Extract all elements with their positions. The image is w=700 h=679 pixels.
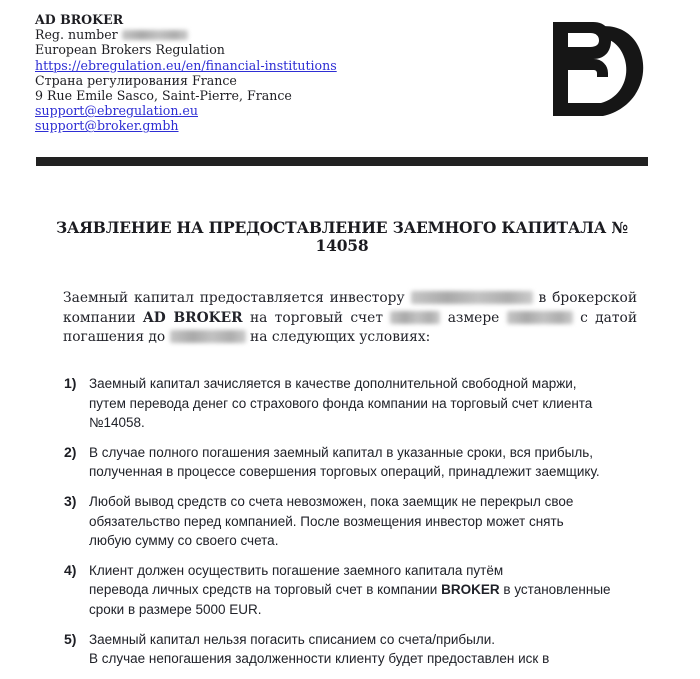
term-line <box>89 462 637 482</box>
term-text <box>89 561 637 620</box>
term-line <box>89 394 637 414</box>
text-run: 9 Rue Emile Sasco, Saint-Pierre, France <box>35 88 292 104</box>
text-run: на следующих условиях: <box>250 329 431 345</box>
hyperlink[interactable]: https://ebregulation.eu/en/financial-institutions <box>35 57 337 73</box>
header-line <box>35 118 337 133</box>
intro-line <box>63 309 637 329</box>
term-line <box>89 630 637 650</box>
header-line <box>35 73 337 88</box>
text-run: AD BROKER <box>35 12 124 27</box>
text-run: любую сумму со своего счета. <box>89 533 279 549</box>
term-number: 4) <box>64 561 77 578</box>
intro-line <box>63 328 637 348</box>
term-line <box>89 561 637 581</box>
redacted-text <box>122 30 188 40</box>
term-text <box>89 374 637 433</box>
text-run: в установленные <box>503 582 611 598</box>
text-run: перевода личных средств на торговый счет в компании <box>89 582 438 598</box>
text-run: Страна регулирования France <box>35 72 237 88</box>
header-line <box>35 103 337 118</box>
terms-list <box>64 374 637 679</box>
text-run: В случае полного погашения заемный капитал в указанные сроки, вся прибыль, <box>89 444 594 460</box>
text-run: В случае непогашения задолженности клиенту будет предоставлен иск в <box>89 651 550 667</box>
hyperlink[interactable]: support@ebregulation.eu <box>35 103 198 119</box>
term-number: 1) <box>64 375 77 391</box>
term-item <box>64 492 637 551</box>
term-line <box>89 531 637 551</box>
term-line <box>89 580 637 600</box>
term-number: 5) <box>64 630 77 647</box>
text-run: Заемный капитал зачисляется в качестве дополнительной свободной маржи, <box>89 376 577 391</box>
brand-logo-bd-icon <box>553 19 649 123</box>
header-line <box>35 88 337 103</box>
header-line <box>35 58 337 73</box>
term-item <box>64 561 637 620</box>
text-run: European Brokers Regulation <box>35 42 225 58</box>
text-run: Reg. number <box>35 27 118 43</box>
term-text <box>89 630 637 669</box>
text-run: Заемный капитал предоставляется инвестору <box>63 290 405 306</box>
term-number: 3) <box>64 492 77 509</box>
term-line <box>89 374 637 394</box>
text-run: компании <box>63 309 136 326</box>
term-number: 2) <box>64 443 77 460</box>
redacted-text <box>507 311 573 324</box>
text-run: AD BROKER <box>143 309 243 326</box>
header-line <box>35 12 337 27</box>
term-text <box>89 443 637 482</box>
header-line <box>35 42 337 57</box>
intro-paragraph <box>63 289 637 348</box>
hyperlink[interactable]: support@broker.gmbh <box>35 118 179 134</box>
term-item <box>64 630 637 669</box>
term-item <box>64 374 637 433</box>
text-run: с датой <box>580 309 638 326</box>
company-header <box>35 12 337 134</box>
text-run: сроки в размере 5000 EUR. <box>89 601 262 617</box>
text-run: обязательство перед компанией. После возмещения инвестор может снять <box>89 513 564 529</box>
text-run: Заемный капитал нельзя погасить списанием со счета/прибыли. <box>89 631 496 647</box>
redacted-text <box>390 311 440 324</box>
term-line <box>89 649 637 669</box>
text-run: Клиент должен осуществить погашение заемного капитала путём <box>89 562 504 578</box>
term-line <box>89 512 637 532</box>
text-run: погашения до <box>63 329 166 345</box>
text-run: полученная в процессе совершения торговых операций, принадлежит заемщику. <box>89 464 600 480</box>
text-run: путем перевода денег со страхового фонда компании на торговый счет клиента <box>89 395 593 411</box>
term-line <box>89 413 637 433</box>
text-run: в брокерской <box>538 290 638 306</box>
redacted-text <box>170 330 246 343</box>
text-run: на торговый счет <box>249 309 383 326</box>
document-title: ЗАЯВЛЕНИЕ НА ПРЕДОСТАВЛЕНИЕ ЗАЕМНОГО КАПИТАЛА № 14058 <box>55 218 629 255</box>
term-line <box>89 600 637 620</box>
intro-line <box>63 289 637 309</box>
header-divider-bar <box>36 157 648 166</box>
term-item <box>64 443 637 482</box>
header-line <box>35 27 337 42</box>
text-run: BROKER <box>441 582 500 598</box>
term-text <box>89 492 637 551</box>
text-run: Любой вывод средств со счета невозможен, пока заемщик не перекрыл свое <box>89 493 574 509</box>
text-run: №14058. <box>89 415 145 431</box>
term-line <box>89 492 637 512</box>
redacted-text <box>411 291 533 304</box>
text-run: азмере <box>447 309 500 326</box>
term-line <box>89 443 637 463</box>
